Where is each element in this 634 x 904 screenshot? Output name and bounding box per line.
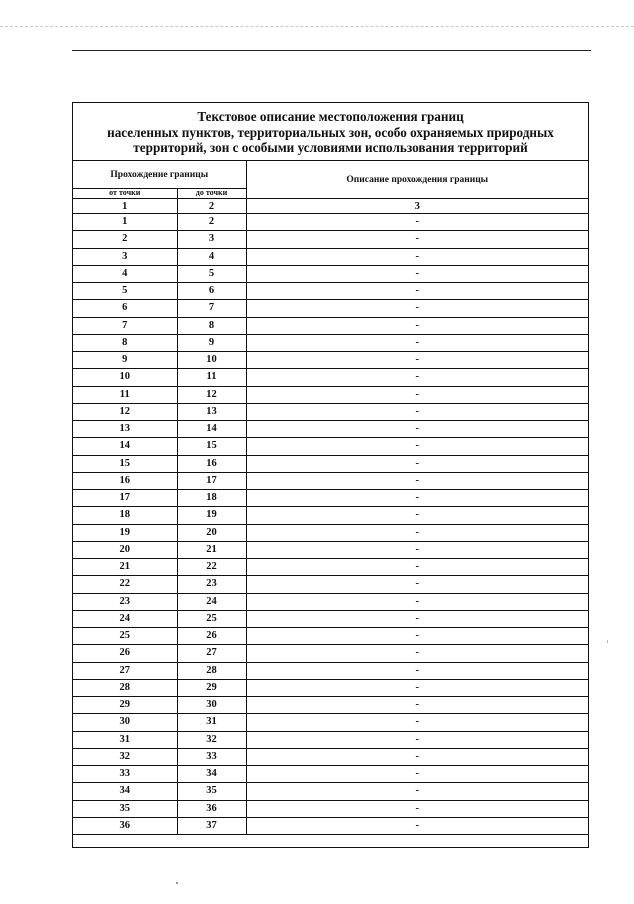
from-point-cell: 23 xyxy=(73,593,177,610)
to-point-cell: 28 xyxy=(177,662,246,679)
description-cell: - xyxy=(246,662,588,679)
table-row xyxy=(73,748,588,765)
column-number-1: 1 xyxy=(73,199,177,214)
description-cell: - xyxy=(246,455,588,472)
title-line-1: Текстовое описание местоположения границ xyxy=(197,109,464,124)
description-cell: - xyxy=(246,472,588,489)
description-cell: - xyxy=(246,541,588,558)
scan-edge-line xyxy=(0,26,634,27)
from-point-cell: 25 xyxy=(73,628,177,645)
description-cell: - xyxy=(246,559,588,576)
to-point-cell: 29 xyxy=(177,679,246,696)
from-point-cell: 3 xyxy=(73,248,177,265)
to-point-header xyxy=(177,189,246,199)
from-point-cell: 27 xyxy=(73,662,177,679)
to-point-cell: 24 xyxy=(177,593,246,610)
to-point-cell: 23 xyxy=(177,576,246,593)
to-point-cell: 5 xyxy=(177,265,246,282)
description-cell: - xyxy=(246,490,588,507)
to-point-cell: 31 xyxy=(177,714,246,731)
scan-speck xyxy=(176,882,178,884)
table-body xyxy=(73,214,588,835)
from-point-cell: 5 xyxy=(73,283,177,300)
table-row xyxy=(73,214,588,231)
from-point-cell: 24 xyxy=(73,610,177,627)
description-cell: - xyxy=(246,524,588,541)
table-row xyxy=(73,541,588,558)
table-row xyxy=(73,386,588,403)
to-point-cell: 30 xyxy=(177,697,246,714)
to-point-cell: 4 xyxy=(177,248,246,265)
description-cell: - xyxy=(246,214,588,231)
description-cell: - xyxy=(246,507,588,524)
table-row xyxy=(73,697,588,714)
description-cell: - xyxy=(246,697,588,714)
description-cell: - xyxy=(246,800,588,817)
to-point-cell: 32 xyxy=(177,731,246,748)
to-point-cell: 27 xyxy=(177,645,246,662)
table-row xyxy=(73,714,588,731)
from-point-cell: 30 xyxy=(73,714,177,731)
from-point-cell: 29 xyxy=(73,697,177,714)
description-cell: - xyxy=(246,714,588,731)
table-row xyxy=(73,472,588,489)
from-point-cell: 13 xyxy=(73,421,177,438)
table-row xyxy=(73,662,588,679)
from-point-cell: 12 xyxy=(73,403,177,420)
table-row xyxy=(73,610,588,627)
to-point-cell: 2 xyxy=(177,214,246,231)
header-rule xyxy=(72,50,591,51)
to-point-cell: 12 xyxy=(177,386,246,403)
table-row xyxy=(73,783,588,800)
from-point-cell: 31 xyxy=(73,731,177,748)
description-cell: - xyxy=(246,403,588,420)
table-row xyxy=(73,817,588,834)
to-point-cell: 3 xyxy=(177,231,246,248)
description-cell: - xyxy=(246,766,588,783)
description-cell: - xyxy=(246,231,588,248)
description-cell: - xyxy=(246,369,588,386)
from-point-cell: 17 xyxy=(73,490,177,507)
to-point-cell: 15 xyxy=(177,438,246,455)
table-row xyxy=(73,438,588,455)
table-row xyxy=(73,524,588,541)
from-point-cell: 18 xyxy=(73,507,177,524)
description-cell: - xyxy=(246,593,588,610)
to-point-cell: 14 xyxy=(177,421,246,438)
to-point-cell: 37 xyxy=(177,817,246,834)
to-point-cell: 8 xyxy=(177,317,246,334)
title-line-2: населенных пунктов, территориальных зон, особо охраняемых природных xyxy=(107,124,554,140)
table-row xyxy=(73,369,588,386)
description-cell: - xyxy=(246,731,588,748)
boundary-description-frame xyxy=(72,102,589,848)
table-row xyxy=(73,800,588,817)
to-point-cell: 22 xyxy=(177,559,246,576)
from-point-cell: 28 xyxy=(73,679,177,696)
description-cell: - xyxy=(246,386,588,403)
to-point-header-text: до точки xyxy=(195,188,228,197)
table-row xyxy=(73,645,588,662)
table-row xyxy=(73,507,588,524)
to-point-cell: 25 xyxy=(177,610,246,627)
column-number-2: 2 xyxy=(177,199,246,214)
from-point-cell: 10 xyxy=(73,369,177,386)
from-point-cell: 8 xyxy=(73,334,177,351)
description-header: Описание прохождения границы xyxy=(246,161,588,199)
description-cell: - xyxy=(246,265,588,282)
table-row xyxy=(73,283,588,300)
description-cell: - xyxy=(246,300,588,317)
boundary-table xyxy=(73,161,588,835)
table-row xyxy=(73,593,588,610)
table-row xyxy=(73,576,588,593)
table-row xyxy=(73,490,588,507)
from-point-cell: 6 xyxy=(73,300,177,317)
description-cell: - xyxy=(246,283,588,300)
table-row xyxy=(73,559,588,576)
to-point-cell: 17 xyxy=(177,472,246,489)
table-row xyxy=(73,455,588,472)
table-row xyxy=(73,628,588,645)
from-point-cell: 9 xyxy=(73,352,177,369)
description-cell: - xyxy=(246,421,588,438)
from-point-cell: 11 xyxy=(73,386,177,403)
table-row xyxy=(73,334,588,351)
to-point-cell: 9 xyxy=(177,334,246,351)
description-cell: - xyxy=(246,748,588,765)
from-point-cell: 20 xyxy=(73,541,177,558)
to-point-cell: 16 xyxy=(177,455,246,472)
to-point-cell: 18 xyxy=(177,490,246,507)
from-point-cell: 32 xyxy=(73,748,177,765)
to-point-cell: 34 xyxy=(177,766,246,783)
table-row xyxy=(73,317,588,334)
to-point-cell: 7 xyxy=(177,300,246,317)
from-point-cell: 21 xyxy=(73,559,177,576)
from-point-cell: 14 xyxy=(73,438,177,455)
to-point-cell: 6 xyxy=(177,283,246,300)
to-point-cell: 20 xyxy=(177,524,246,541)
description-cell: - xyxy=(246,438,588,455)
from-point-cell: 36 xyxy=(73,817,177,834)
from-point-cell: 22 xyxy=(73,576,177,593)
table-row xyxy=(73,679,588,696)
description-cell: - xyxy=(246,352,588,369)
to-point-cell: 11 xyxy=(177,369,246,386)
table-row xyxy=(73,731,588,748)
to-point-cell: 36 xyxy=(177,800,246,817)
document-title xyxy=(73,103,588,161)
from-point-cell: 35 xyxy=(73,800,177,817)
boundary-passage-header: Прохождение границы xyxy=(73,161,246,189)
description-cell: - xyxy=(246,610,588,627)
description-cell: - xyxy=(246,628,588,645)
description-cell: - xyxy=(246,645,588,662)
description-cell: - xyxy=(246,334,588,351)
table-row xyxy=(73,231,588,248)
to-point-cell: 33 xyxy=(177,748,246,765)
description-cell: - xyxy=(246,248,588,265)
to-point-cell: 21 xyxy=(177,541,246,558)
from-point-cell: 7 xyxy=(73,317,177,334)
from-point-cell: 1 xyxy=(73,214,177,231)
description-cell: - xyxy=(246,679,588,696)
from-point-cell: 33 xyxy=(73,766,177,783)
description-cell: - xyxy=(246,317,588,334)
from-point-cell: 26 xyxy=(73,645,177,662)
table-row xyxy=(73,300,588,317)
table-row xyxy=(73,403,588,420)
table-row xyxy=(73,265,588,282)
table-row xyxy=(73,248,588,265)
to-point-cell: 13 xyxy=(177,403,246,420)
description-cell: - xyxy=(246,576,588,593)
description-cell: - xyxy=(246,783,588,800)
to-point-cell: 26 xyxy=(177,628,246,645)
from-point-header-text: от точки xyxy=(109,188,141,197)
to-point-cell: 19 xyxy=(177,507,246,524)
from-point-cell: 4 xyxy=(73,265,177,282)
to-point-cell: 10 xyxy=(177,352,246,369)
from-point-cell: 2 xyxy=(73,231,177,248)
from-point-cell: 19 xyxy=(73,524,177,541)
to-point-cell: 35 xyxy=(177,783,246,800)
from-point-cell: 34 xyxy=(73,783,177,800)
from-point-cell: 16 xyxy=(73,472,177,489)
table-row xyxy=(73,421,588,438)
description-cell: - xyxy=(246,817,588,834)
from-point-header xyxy=(73,189,177,199)
column-number-3: 3 xyxy=(246,199,588,214)
table-row xyxy=(73,766,588,783)
scan-mark xyxy=(607,640,608,643)
table-row xyxy=(73,352,588,369)
title-line-3: территорий, зон с особыми условиями использования территорий xyxy=(133,140,528,155)
from-point-cell: 15 xyxy=(73,455,177,472)
